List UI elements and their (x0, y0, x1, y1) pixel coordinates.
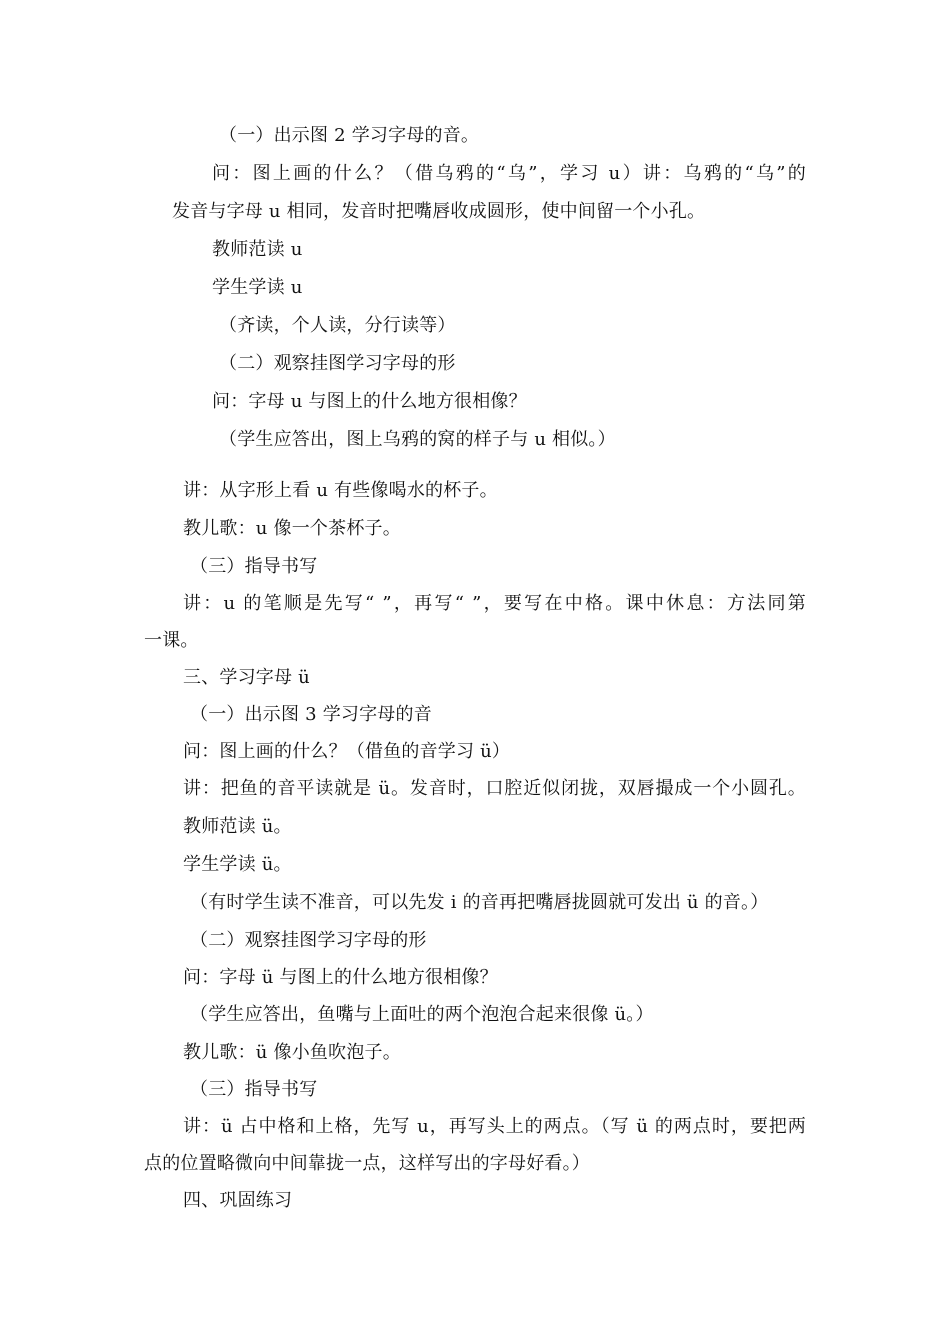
text-line-18: 讲：把鱼的音平读就是 ü。发音时，口腔近似闭拢，双唇撮成一个小圆孔。 (183, 778, 806, 799)
text-line-15: 三、学习字母 ü (183, 667, 310, 688)
text-line-13: 讲：u 的笔顺是先写“ ”，再写“ ”，要写在中格。课中休息：方法同第 (183, 593, 806, 614)
text-line-9: （学生应答出，图上乌鸦的窝的样子与 u 相似。） (219, 429, 616, 450)
text-line-22: （二）观察挂图学习字母的形 (190, 930, 427, 951)
text-line-3: 发音与字母 u 相同，发音时把嘴唇收成圆形，使中间留一个小孔。 (172, 201, 706, 222)
text-line-27: 讲：ü 占中格和上格，先写 u，再写头上的两点。（写 ü 的两点时，要把两 (183, 1116, 806, 1137)
text-line-4: 教师范读 u (212, 239, 303, 260)
text-line-21: （有时学生读不准音，可以先发 i 的音再把嘴唇拢圆就可发出 ü 的音。） (190, 892, 769, 913)
text-line-19: 教师范读 ü。 (183, 816, 292, 837)
text-line-10: 讲：从字形上看 u 有些像喝水的杯子。 (183, 480, 498, 501)
text-line-26: （三）指导书写 (190, 1079, 318, 1100)
text-line-8: 问：字母 u 与图上的什么地方很相像？ (212, 391, 527, 412)
text-line-16: （一）出示图 3 学习字母的音 (190, 704, 432, 725)
text-line-12: （三）指导书写 (190, 556, 318, 577)
text-line-7: （二）观察挂图学习字母的形 (219, 353, 456, 374)
text-line-17: 问：图上画的什么？（借鱼的音学习 ü） (183, 741, 511, 762)
text-line-25: 教儿歌：ü 像小鱼吹泡子。 (183, 1042, 401, 1063)
text-line-28: 点的位置略微向中间靠拢一点，这样写出的字母好看。） (144, 1153, 590, 1174)
text-line-14: 一课。 (144, 630, 199, 651)
text-line-11: 教儿歌：u 像一个茶杯子。 (183, 518, 401, 539)
text-line-29: 四、巩固练习 (183, 1190, 293, 1211)
text-line-2: 问：图上画的什么？（借乌鸦的“乌”，学习 u）讲：乌鸦的“乌”的 (212, 163, 806, 184)
text-line-24: （学生应答出，鱼嘴与上面吐的两个泡泡合起来很像 ü。） (190, 1004, 654, 1025)
text-line-6: （齐读，个人读，分行读等） (219, 315, 456, 336)
text-line-23: 问：字母 ü 与图上的什么地方很相像？ (183, 967, 498, 988)
text-line-20: 学生学读 ü。 (183, 854, 292, 875)
text-line-5: 学生学读 u (212, 277, 303, 298)
text-line-1: （一）出示图 2 学习字母的音。 (219, 125, 480, 146)
